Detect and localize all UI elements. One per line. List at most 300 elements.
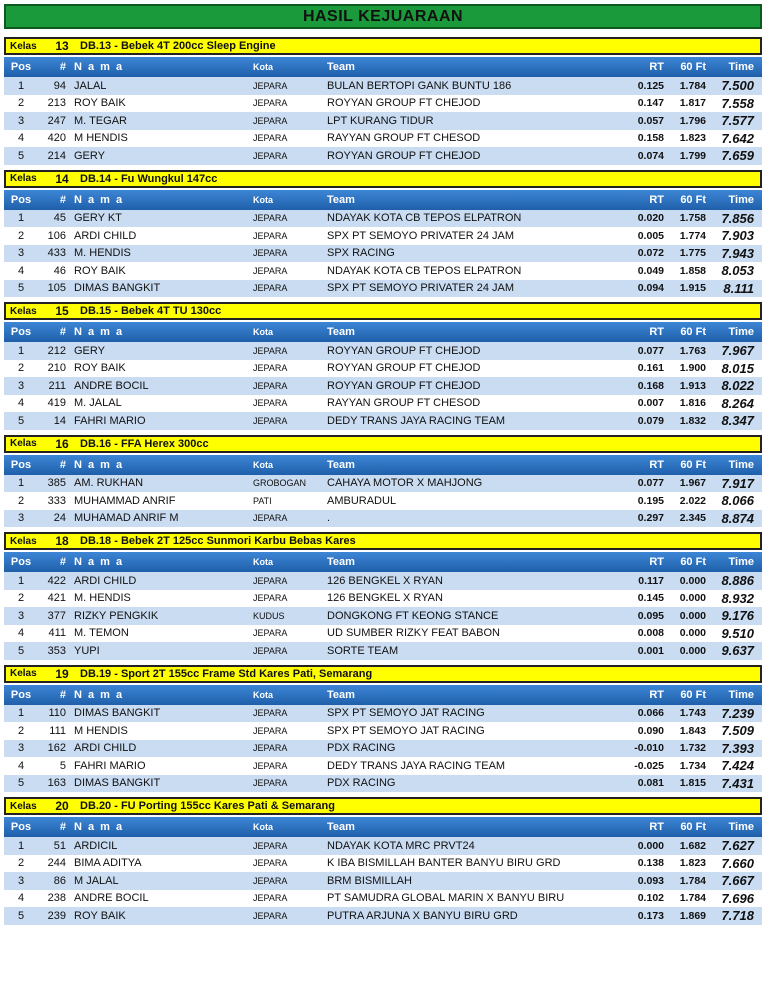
cell-kota: JEPARA — [253, 115, 288, 126]
cell-rt: 0.173 — [637, 909, 664, 922]
header-time: Time — [728, 61, 754, 73]
cell-time: 8.022 — [721, 378, 754, 394]
table-header — [4, 685, 762, 705]
cell-pos: 3 — [17, 609, 25, 622]
cell-pos: 4 — [17, 132, 25, 145]
header-ft: 60 Ft — [680, 326, 706, 338]
cell-nama: MUHAMMAD ANRIF — [74, 494, 176, 507]
kelas-label: Kelas — [10, 40, 37, 52]
header-nama: N a m a — [74, 458, 124, 471]
kelas-number: 18 — [55, 534, 69, 548]
page-title: HASIL KEJUARAAN — [302, 7, 464, 25]
cell-rt: 0.117 — [638, 574, 664, 587]
cell-ft: 1.915 — [679, 282, 706, 295]
cell-rt: 0.001 — [637, 644, 664, 657]
table-row — [4, 262, 762, 280]
cell-team: 126 BENGKEL X RYAN — [327, 574, 443, 587]
kelas-number: 15 — [55, 304, 69, 318]
cell-num: 51 — [53, 839, 66, 852]
cell-ft: 1.799 — [679, 149, 706, 162]
header-kota: Kota — [253, 194, 273, 205]
cell-time: 7.667 — [721, 873, 754, 889]
class-section — [4, 37, 762, 165]
cell-ft: 1.823 — [679, 857, 706, 870]
header-time: Time — [728, 458, 754, 471]
cell-pos: 1 — [17, 477, 25, 490]
cell-time: 8.874 — [721, 510, 754, 526]
header-team: Team — [327, 326, 355, 338]
cell-team: RAYYAN GROUP FT CHESOD — [327, 397, 481, 410]
cell-pos: 3 — [17, 874, 25, 887]
cell-pos: 3 — [17, 512, 25, 525]
cell-num: 420 — [47, 132, 66, 145]
cell-pos: 4 — [17, 264, 25, 277]
cell-rt: 0.297 — [637, 512, 664, 525]
table-row — [4, 210, 762, 228]
class-section — [4, 435, 762, 528]
cell-team: PDX RACING — [327, 777, 396, 790]
header-team: Team — [327, 556, 355, 568]
cell-team: BRM BISMILLAH — [327, 874, 412, 887]
header-time: Time — [728, 821, 754, 833]
cell-time: 8.886 — [721, 573, 754, 589]
cell-rt: 0.005 — [637, 229, 664, 242]
cell-time: 7.642 — [721, 130, 754, 146]
cell-rt: 0.007 — [637, 397, 664, 410]
cell-pos: 2 — [17, 857, 25, 870]
cell-ft: 1.784 — [679, 79, 706, 92]
table-row — [4, 625, 762, 643]
kelas-title: DB.14 - Fu Wungkul 147cc — [80, 172, 218, 185]
cell-rt: 0.093 — [637, 874, 664, 887]
cell-num: 213 — [47, 97, 66, 110]
cell-kota: JEPARA — [253, 628, 288, 639]
kelas-title: DB.13 - Bebek 4T 200cc Sleep Engine — [80, 40, 276, 52]
table-header — [4, 817, 762, 837]
cell-pos: 3 — [17, 742, 25, 755]
cell-time: 7.967 — [721, 343, 754, 359]
cell-ft: 1.858 — [679, 264, 706, 277]
table-row — [4, 112, 762, 130]
header-nama: N a m a — [74, 61, 124, 73]
cell-nama: ARDI CHILD — [74, 742, 137, 755]
cell-team: ROYYAN GROUP FT CHEJOD — [327, 379, 481, 392]
cell-nama: M. HENDIS — [74, 247, 131, 260]
cell-rt: 0.074 — [637, 149, 664, 162]
header-nama: N a m a — [74, 821, 124, 833]
header-ft: 60 Ft — [680, 458, 706, 471]
cell-num: 411 — [48, 627, 66, 640]
cell-kota: JEPARA — [253, 760, 288, 771]
cell-rt: 0.079 — [637, 414, 664, 427]
table-header — [4, 455, 762, 475]
cell-pos: 1 — [17, 707, 25, 720]
cell-ft: 1.734 — [679, 759, 706, 772]
cell-num: 14 — [53, 414, 66, 427]
cell-num: 377 — [47, 609, 66, 622]
cell-time: 7.627 — [721, 838, 754, 854]
cell-nama: ROY BAIK — [74, 909, 126, 922]
cell-nama: ARDICIL — [74, 839, 118, 852]
table-row — [4, 872, 762, 890]
cell-nama: BIMA ADITYA — [74, 857, 142, 870]
table-row — [4, 342, 762, 360]
header-time: Time — [728, 688, 754, 701]
header-nama: N a m a — [74, 326, 124, 338]
kelas-number: 20 — [55, 799, 69, 813]
cell-kota: JEPARA — [253, 910, 288, 921]
cell-pos: 2 — [17, 97, 25, 110]
cell-team: K IBA BISMILLAH BANTER BANYU BIRU GRD — [327, 857, 561, 870]
cell-kota: JEPARA — [253, 98, 288, 109]
cell-ft: 1.796 — [679, 114, 706, 127]
cell-num: 239 — [47, 909, 66, 922]
table-row — [4, 395, 762, 413]
header-kota: Kota — [253, 557, 273, 567]
cell-time: 8.015 — [721, 360, 754, 376]
table-row — [4, 590, 762, 608]
cell-pos: 1 — [17, 212, 25, 225]
cell-rt: 0.077 — [637, 477, 664, 490]
cell-nama: FAHRI MARIO — [74, 414, 146, 427]
cell-kota: JEPARA — [253, 265, 288, 276]
cell-num: 419 — [47, 397, 66, 410]
kelas-label: Kelas — [10, 668, 37, 679]
cell-nama: FAHRI MARIO — [74, 759, 146, 772]
cell-kota: JEPARA — [253, 213, 288, 224]
cell-pos: 5 — [17, 149, 25, 162]
table-row — [4, 890, 762, 908]
cell-team: AMBURADUL — [327, 494, 397, 507]
cell-ft: 0.000 — [679, 574, 706, 587]
cell-team: ROYYAN GROUP FT CHEJOD — [327, 149, 481, 162]
cell-num: 247 — [47, 114, 66, 127]
cell-nama: ANDRE BOCIL — [74, 379, 149, 392]
cell-kota: JEPARA — [253, 80, 288, 91]
table-row — [4, 360, 762, 378]
cell-nama: M. TEMON — [74, 627, 129, 640]
cell-num: 333 — [47, 494, 66, 507]
header-team: Team — [327, 193, 355, 206]
cell-kota: JEPARA — [253, 398, 288, 409]
cell-team: PDX RACING — [327, 742, 396, 755]
cell-team: NDAYAK KOTA MRC PRVT24 — [327, 839, 475, 852]
cell-pos: 1 — [17, 79, 25, 92]
cell-num: 433 — [47, 247, 66, 260]
cell-kota: JEPARA — [253, 575, 288, 586]
header-team: Team — [327, 688, 355, 701]
cell-ft: 0.000 — [679, 609, 706, 622]
cell-num: 94 — [53, 79, 66, 92]
cell-ft: 1.843 — [679, 724, 706, 737]
table-row — [4, 757, 762, 775]
cell-time: 9.176 — [721, 608, 754, 624]
table-row — [4, 377, 762, 395]
cell-nama: RIZKY PENGKIK — [74, 609, 159, 622]
header-kota: Kota — [253, 62, 273, 72]
cell-team: SPX PT SEMOYO PRIVATER 24 JAM — [327, 282, 515, 295]
cell-kota: JEPARA — [253, 230, 288, 241]
cell-time: 8.264 — [721, 395, 754, 411]
table-row — [4, 412, 762, 430]
cell-team: NDAYAK KOTA CB TEPOS ELPATRON — [327, 264, 522, 277]
cell-nama: ROY BAIK — [74, 97, 126, 110]
kelas-title: DB.19 - Sport 2T 155cc Frame Std Kares Pati, Semarang — [80, 667, 373, 680]
cell-team: DEDY TRANS JAYA RACING TEAM — [327, 759, 506, 772]
table-row — [4, 572, 762, 590]
cell-pos: 3 — [17, 247, 25, 260]
kelas-number: 14 — [55, 171, 69, 186]
cell-kota: JEPARA — [253, 645, 288, 656]
cell-nama: M HENDIS — [74, 132, 128, 145]
cell-nama: M JALAL — [74, 874, 119, 887]
header-pos: Pos — [10, 556, 32, 568]
cell-kota: JEPARA — [253, 380, 288, 391]
cell-team: ROYYAN GROUP FT CHEJOD — [327, 362, 481, 375]
cell-ft: 1.682 — [679, 839, 706, 852]
cell-ft: 1.823 — [679, 132, 706, 145]
cell-num: 422 — [47, 574, 66, 587]
cell-time: 7.431 — [721, 775, 754, 791]
cell-time: 9.637 — [721, 643, 754, 659]
cell-rt: 0.008 — [637, 627, 664, 640]
kelas-title: DB.20 - FU Porting 155cc Kares Pati & Semarang — [80, 800, 335, 812]
cell-kota: JEPARA — [253, 725, 288, 736]
cell-time: 7.577 — [721, 113, 754, 129]
cell-ft: 1.815 — [679, 777, 706, 790]
header-nama: N a m a — [74, 688, 124, 701]
header-ft: 60 Ft — [680, 556, 706, 568]
cell-team: 126 BENGKEL X RYAN — [327, 592, 443, 605]
kelas-number: 13 — [55, 39, 69, 53]
cell-num: 162 — [47, 742, 66, 755]
class-title-bar — [4, 797, 762, 815]
cell-rt: 0.095 — [637, 609, 664, 622]
cell-num: 24 — [53, 512, 66, 525]
cell-pos: 4 — [17, 759, 25, 772]
kelas-title: DB.15 - Bebek 4T TU 130cc — [80, 305, 222, 317]
cell-nama: DIMAS BANGKIT — [74, 707, 161, 720]
header-team: Team — [327, 821, 355, 833]
kelas-label: Kelas — [10, 800, 37, 812]
cell-ft: 1.743 — [679, 707, 706, 720]
kelas-title: DB.16 - FFA Herex 300cc — [80, 437, 209, 450]
cell-kota: JEPARA — [253, 150, 288, 161]
page-title-bar — [4, 4, 762, 29]
cell-rt: 0.081 — [637, 777, 664, 790]
header-num: # — [59, 326, 66, 338]
header-ft: 60 Ft — [680, 61, 706, 73]
cell-rt: 0.195 — [637, 494, 664, 507]
table-row — [4, 280, 762, 298]
header-time: Time — [728, 326, 754, 338]
cell-time: 8.111 — [723, 280, 754, 296]
cell-ft: 2.345 — [679, 512, 706, 525]
table-row — [4, 245, 762, 263]
cell-time: 7.500 — [721, 78, 754, 94]
table-header — [4, 322, 762, 342]
cell-kota: JEPARA — [253, 858, 288, 869]
cell-kota: JEPARA — [253, 743, 288, 754]
cell-num: 46 — [53, 264, 66, 277]
cell-rt: -0.010 — [634, 742, 664, 755]
cell-num: 110 — [48, 707, 66, 720]
cell-team: SPX PT SEMOYO JAT RACING — [327, 707, 485, 720]
cell-team: SPX RACING — [327, 247, 395, 260]
cell-rt: 0.168 — [637, 379, 664, 392]
header-rt: RT — [649, 193, 664, 206]
cell-time: 7.558 — [721, 95, 754, 111]
header-num: # — [59, 688, 66, 701]
cell-rt: 0.077 — [637, 344, 664, 357]
header-rt: RT — [649, 821, 664, 833]
table-row — [4, 492, 762, 510]
cell-num: 385 — [47, 477, 66, 490]
cell-team: LPT KURANG TIDUR — [327, 114, 434, 127]
cell-nama: GERY — [74, 344, 105, 357]
header-rt: RT — [649, 458, 664, 471]
cell-rt: 0.161 — [637, 362, 664, 375]
table-header — [4, 190, 762, 210]
cell-time: 7.696 — [721, 890, 754, 906]
cell-team: PT SAMUDRA GLOBAL MARIN X BANYU BIRU — [327, 892, 565, 905]
header-kota: Kota — [253, 459, 273, 470]
cell-time: 7.660 — [721, 855, 754, 871]
cell-ft: 1.784 — [679, 892, 706, 905]
class-section — [4, 665, 762, 793]
cell-time: 7.856 — [721, 210, 754, 226]
cell-pos: 4 — [17, 397, 25, 410]
cell-kota: JEPARA — [253, 593, 288, 604]
table-row — [4, 855, 762, 873]
cell-ft: 1.817 — [679, 97, 706, 110]
header-num: # — [59, 458, 66, 471]
cell-nama: M HENDIS — [74, 724, 128, 737]
cell-pos: 2 — [17, 229, 25, 242]
header-pos: Pos — [10, 61, 32, 73]
cell-ft: 1.758 — [679, 212, 706, 225]
cell-num: 86 — [53, 874, 66, 887]
class-section — [4, 797, 762, 925]
table-row — [4, 607, 762, 625]
cell-ft: 1.763 — [679, 344, 706, 357]
cell-pos: 4 — [17, 892, 25, 905]
cell-nama: ROY BAIK — [74, 264, 126, 277]
kelas-title: DB.18 - Bebek 2T 125cc Sunmori Karbu Bebas Kares — [80, 535, 356, 547]
cell-nama: DIMAS BANGKIT — [74, 282, 161, 295]
cell-pos: 3 — [17, 114, 25, 127]
cell-nama: MUHAMAD ANRIF M — [74, 512, 179, 525]
table-row — [4, 95, 762, 113]
cell-pos: 5 — [17, 909, 25, 922]
header-kota: Kota — [253, 689, 273, 700]
cell-kota: PATI — [253, 495, 272, 506]
cell-ft: 0.000 — [679, 592, 706, 605]
cell-nama: ARDI CHILD — [74, 229, 137, 242]
cell-rt: 0.145 — [637, 592, 664, 605]
cell-time: 8.053 — [721, 263, 754, 279]
table-row — [4, 907, 762, 925]
cell-time: 7.509 — [721, 723, 754, 739]
cell-kota: JEPARA — [253, 345, 288, 356]
class-title-bar — [4, 532, 762, 550]
cell-nama: ANDRE BOCIL — [74, 892, 149, 905]
cell-time: 8.932 — [721, 590, 754, 606]
header-kota: Kota — [253, 822, 273, 832]
cell-ft: 1.869 — [679, 909, 706, 922]
cell-num: 210 — [47, 362, 66, 375]
cell-kota: JEPARA — [253, 513, 288, 524]
table-header — [4, 57, 762, 77]
cell-num: 111 — [49, 724, 66, 737]
cell-nama: AM. RUKHAN — [74, 477, 144, 490]
header-rt: RT — [649, 688, 664, 701]
cell-pos: 2 — [17, 494, 25, 507]
cell-kota: JEPARA — [253, 363, 288, 374]
class-title-bar — [4, 302, 762, 320]
cell-nama: M. JALAL — [74, 397, 122, 410]
cell-ft: 1.913 — [679, 379, 706, 392]
table-row — [4, 775, 762, 793]
results-sections — [4, 37, 762, 925]
header-team: Team — [327, 458, 355, 471]
header-nama: N a m a — [74, 556, 124, 568]
table-header — [4, 552, 762, 572]
cell-team: RAYYAN GROUP FT CHESOD — [327, 132, 481, 145]
cell-time: 7.393 — [721, 740, 754, 756]
cell-nama: JALAL — [74, 79, 107, 92]
kelas-label: Kelas — [10, 535, 37, 547]
header-pos: Pos — [10, 326, 32, 338]
cell-time: 7.424 — [721, 758, 754, 774]
header-num: # — [59, 193, 66, 206]
table-row — [4, 77, 762, 95]
header-time: Time — [728, 193, 754, 206]
cell-ft: 1.832 — [679, 414, 706, 427]
header-num: # — [59, 556, 66, 568]
cell-time: 7.718 — [721, 908, 754, 924]
cell-num: 214 — [47, 149, 66, 162]
header-kota: Kota — [253, 327, 273, 337]
cell-ft: 0.000 — [679, 627, 706, 640]
class-title-bar — [4, 170, 762, 188]
table-row — [4, 837, 762, 855]
cell-time: 9.510 — [721, 625, 754, 641]
class-title-bar — [4, 665, 762, 683]
cell-ft: 1.900 — [679, 362, 706, 375]
cell-time: 7.903 — [721, 228, 754, 244]
cell-num: 105 — [47, 282, 66, 295]
header-pos: Pos — [10, 821, 32, 833]
header-nama: N a m a — [74, 193, 124, 206]
cell-kota: KUDUS — [253, 610, 285, 621]
class-title-bar — [4, 435, 762, 453]
cell-num: 244 — [47, 857, 66, 870]
header-num: # — [59, 821, 66, 833]
cell-num: 238 — [47, 892, 66, 905]
cell-team: UD SUMBER RIZKY FEAT BABON — [327, 627, 500, 640]
header-rt: RT — [649, 61, 664, 73]
cell-pos: 5 — [17, 414, 25, 427]
header-pos: Pos — [10, 458, 32, 471]
cell-team: BULAN BERTOPI GANK BUNTU 186 — [327, 79, 512, 92]
cell-pos: 1 — [17, 574, 25, 587]
cell-rt: 0.147 — [637, 97, 664, 110]
cell-pos: 5 — [17, 644, 25, 657]
cell-rt: -0.025 — [634, 759, 664, 772]
cell-time: 7.943 — [721, 245, 754, 261]
cell-rt: 0.158 — [637, 132, 664, 145]
